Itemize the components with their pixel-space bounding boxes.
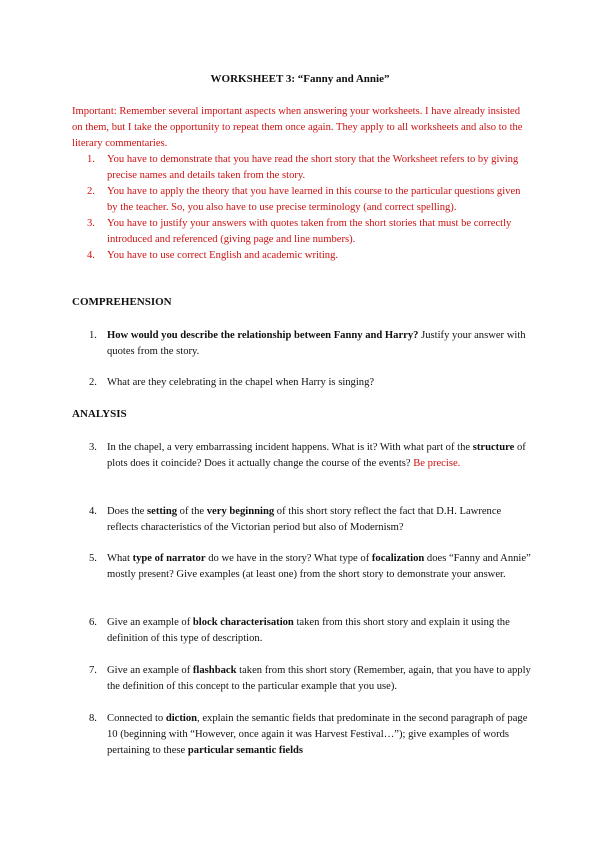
comprehension-heading: COMPREHENSION [72,296,172,308]
question-1: 1. How would you describe the relationship between Fanny and Harry? Justify your answer with quotes from the story. [89,330,526,357]
list-item: 1. You have to demonstrate that you have read the short story that the Worksheet refers to by giving precise names and details taken from the story. [87,154,519,181]
question-8: 8. Connected to diction, explain the semantic fields that predominate in the second paragraph of page 10 (beginning with “However, once again it was Harvest Festival…”); give examples of words pertaining to these particular semantic fields [89,713,528,756]
question-5: 5. What type of narrator do we have in the story? What type of focalization does “Fanny and Annie” mostly present? Give examples (at least one) from the short story to demonstrate your answer. [89,553,531,580]
important-intro: Important: Remember several important aspects when answering your worksheets. I have already insisted on them, but I take the opportunity to repeat them once again. They apply to all worksheets and also to the literary commentaries. [72,106,523,149]
question-2: 2. What are they celebrating in the chapel when Harry is singing? [89,377,375,388]
question-6: 6. Give an example of block characterisation taken from this short story and explain it using the definition of this type of description. [89,617,510,644]
list-item: 4. You have to use correct English and academic writing. [87,250,339,261]
question-3: 3. In the chapel, a very embarrassing incident happens. What is it? With what part of the structure of plots does it coincide? Does it actually change the course of the events? Be precise. [89,442,526,469]
list-item: 3. You have to justify your answers with quotes taken from the short stories that must be correctly introduced and referenced (giving page and line numbers). [87,218,512,245]
question-4: 4. Does the setting of the very beginning of this short story reflect the fact that D.H. Lawrence reflects characteristics of the Victorian period but also of Modernism? [89,506,502,533]
analysis-heading: ANALYSIS [72,408,127,420]
important-list [72,152,532,264]
page-title: WORKSHEET 3: “Fanny and Annie” [210,73,390,85]
important-notice [72,104,532,264]
list-item: 2. You have to apply the theory that you have learned in this course to the particular questions given by the teacher. So, you also have to use precise terminology (and correct spelling). [87,186,521,213]
question-7: 7. Give an example of flashback taken from this short story (Remember, again, that you have to apply the definition of this concept to the particular example that you use). [89,665,531,692]
